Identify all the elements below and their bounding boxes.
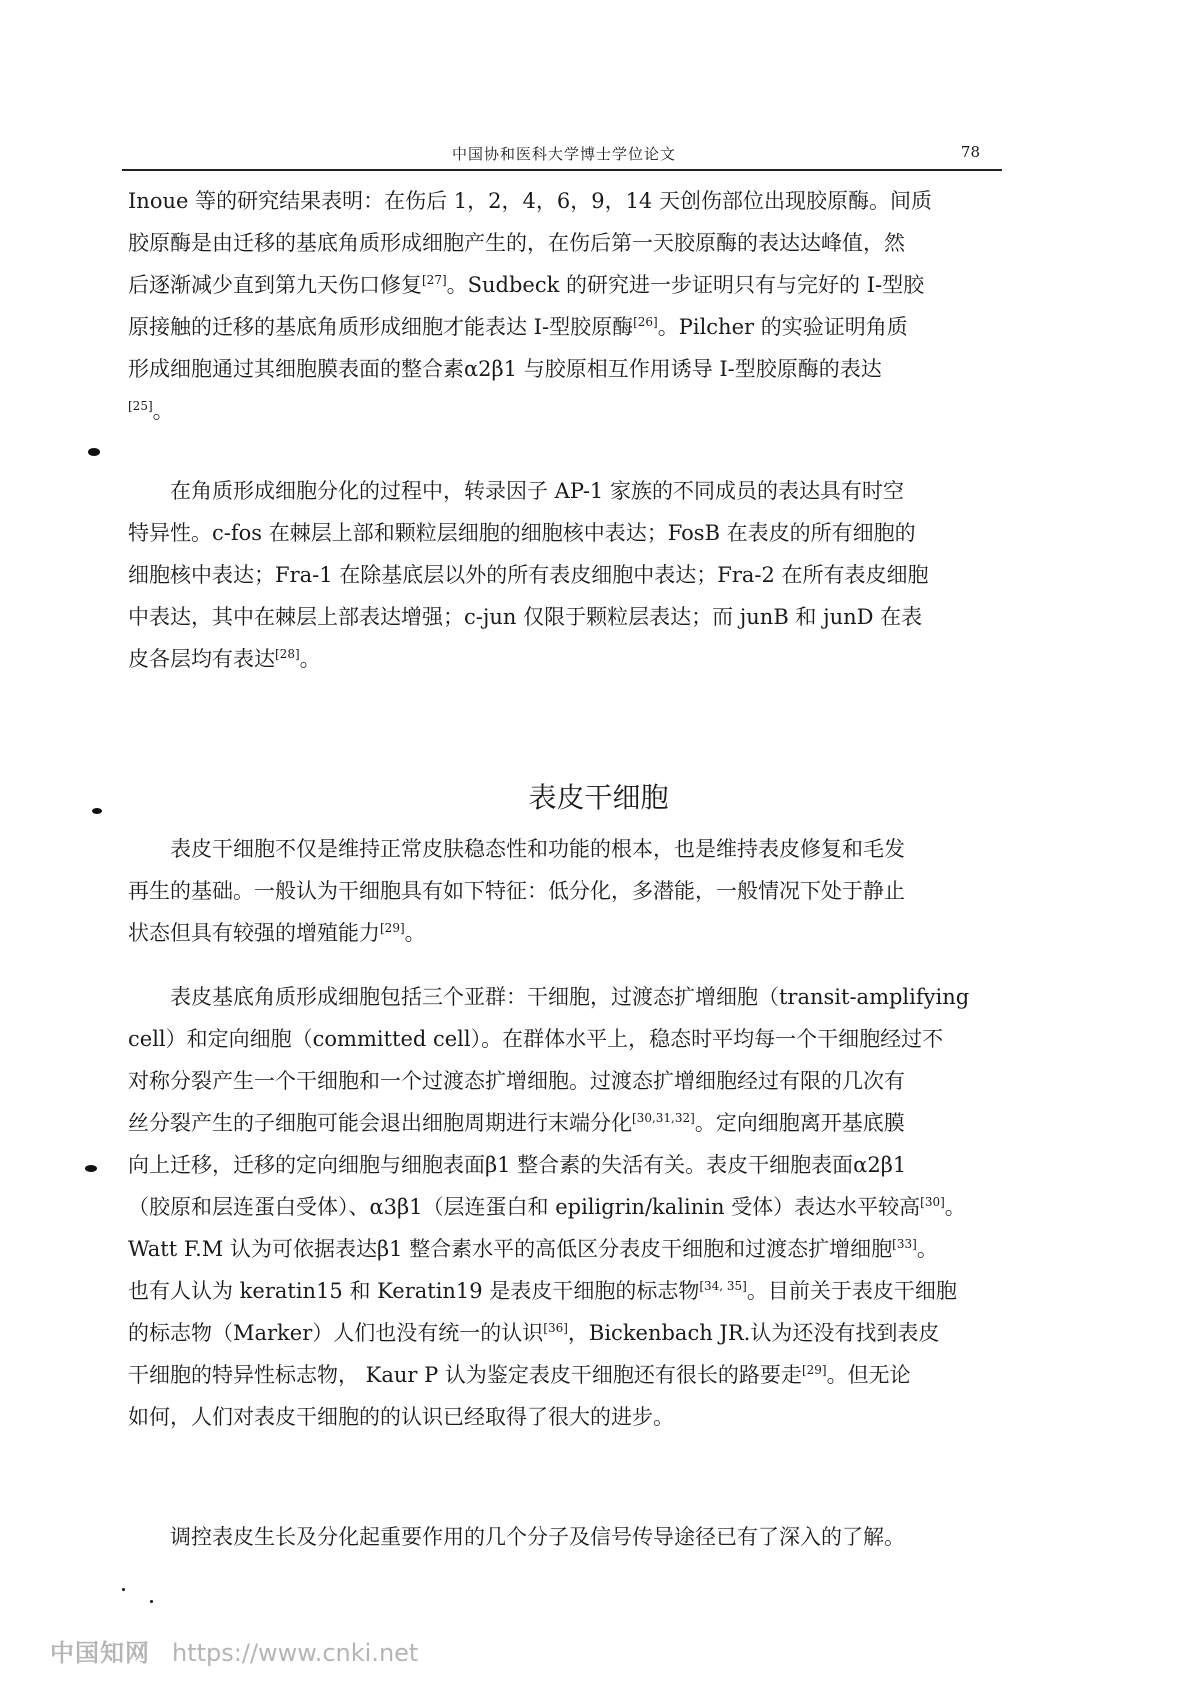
text-line: 表皮基底角质形成细胞包括三个亚群：干细胞，过渡态扩增细胞（transit-amplifying (170, 985, 970, 1009)
section-heading: 表皮干细胞 (528, 781, 669, 814)
thesis-title: 中国协和医科大学博士学位论文 (452, 145, 677, 163)
text-line: 也有人认为 keratin15 和 Keratin19 是表皮干细胞的标志物[34, 35]。目前关于表皮干细胞 (128, 1279, 957, 1303)
citation: [30] (920, 1195, 945, 1209)
running-header (122, 143, 1002, 171)
text-line: 形成细胞通过其细胞膜表面的整合素α2β1 与胶原相互作用诱导 I-型胶原酶的表达 (128, 357, 882, 381)
scan-speck (122, 1588, 125, 1591)
citation: [29] (380, 921, 405, 935)
text-line: 对称分裂产生一个干细胞和一个过渡态扩增细胞。过渡态扩增细胞经过有限的几次有 (128, 1069, 905, 1093)
text-line: 表皮干细胞不仅是维持正常皮肤稳态性和功能的根本，也是维持表皮修复和毛发 (170, 837, 905, 861)
text-line: cell）和定向细胞（committed cell）。在群体水平上，稳态时平均每一个干细胞经过不 (128, 1027, 944, 1051)
paragraph-basal-keratinocytes (128, 976, 1038, 1438)
citation: [36] (543, 1321, 568, 1335)
cnki-logo: 中国知网 (50, 1639, 150, 1667)
text-line: 向上迁移，迁移的定向细胞与细胞表面β1 整合素的失活有关。表皮干细胞表面α2β1 (128, 1153, 907, 1177)
text-line: 如何，人们对表皮干细胞的的认识已经取得了很大的进步。 (128, 1405, 674, 1429)
citation: [30,31,32] (632, 1111, 695, 1125)
citation: [27] (422, 273, 447, 287)
text-line: 丝分裂产生的子细胞可能会退出细胞周期进行末端分化[30,31,32]。定向细胞离开基底膜 (128, 1111, 905, 1135)
paragraph-stem-cell-intro (128, 828, 1038, 954)
paragraph-collagenase (128, 180, 1038, 432)
citation: [26] (633, 315, 658, 329)
text-line: Watt F.M 认为可依据表达β1 整合素水平的高低区分表皮干细胞和过渡态扩增细胞[33]。 (128, 1237, 938, 1261)
text-line: 状态但具有较强的增殖能力[29]。 (128, 921, 426, 945)
citation: [29] (801, 1363, 827, 1377)
scan-speck (88, 448, 100, 456)
citation: [34, 35] (699, 1279, 747, 1293)
text-line: 胶原酶是由迁移的基底角质形成细胞产生的，在伤后第一天胶原酶的表达达峰值，然 (128, 231, 905, 255)
citation: [28] (275, 647, 300, 661)
page-number: 78 (960, 143, 980, 161)
citation: [25] (128, 399, 153, 413)
text-line: Inoue 等的研究结果表明：在伤后 1，2，4，6，9，14 天创伤部位出现胶原酶。间质 (128, 189, 932, 213)
text-line: 皮各层均有表达[28]。 (128, 647, 321, 671)
text-line: （胶原和层连蛋白受体）、α3β1（层连蛋白和 epiligrin/kalinin 受体）表达水平较高[30]。 (128, 1195, 966, 1219)
cnki-url: https://www.cnki.net (172, 1639, 419, 1667)
text-line: [25]。 (128, 399, 174, 423)
scan-speck (92, 808, 102, 814)
text-line: 再生的基础。一般认为干细胞具有如下特征：低分化，多潜能，一般情况下处于静止 (128, 879, 905, 903)
text-line: 调控表皮生长及分化起重要作用的几个分子及信号传导途径已有了深入的了解。 (170, 1525, 905, 1549)
text-line: 中表达，其中在棘层上部表达增强；c-jun 仅限于颗粒层表达；而 junB 和 junD 在表 (128, 605, 923, 629)
text-line: 干细胞的特异性标志物， Kaur P 认为鉴定表皮干细胞还有很长的路要走[29]。但无论 (128, 1363, 911, 1387)
paragraph-ap1 (128, 470, 1038, 680)
text-line: 的标志物（Marker）人们也没有统一的认识[36]，Bickenbach JR.认为还没有找到表皮 (128, 1321, 940, 1345)
scan-speck (150, 1600, 153, 1603)
cnki-watermark (50, 1633, 418, 1668)
text-line: 后逐渐减少直到第九天伤口修复[27]。Sudbeck 的研究进一步证明只有与完好的 I-型胶 (128, 273, 925, 297)
text-line: 特异性。c-fos 在棘层上部和颗粒层细胞的细胞核中表达；FosB 在表皮的所有细胞的 (128, 521, 916, 545)
citation: [33] (892, 1237, 917, 1251)
scan-speck (85, 1165, 97, 1172)
text-line: 原接触的迁移的基底角质形成细胞才能表达 I-型胶原酶[26]。Pilcher 的实验证明角质 (128, 315, 908, 339)
text-line: 在角质形成细胞分化的过程中，转录因子 AP-1 家族的不同成员的表达具有时空 (170, 479, 904, 503)
text-line: 细胞核中表达；Fra-1 在除基底层以外的所有表皮细胞中表达；Fra-2 在所有表皮细胞 (128, 563, 929, 587)
paragraph-signaling (128, 1516, 1038, 1558)
